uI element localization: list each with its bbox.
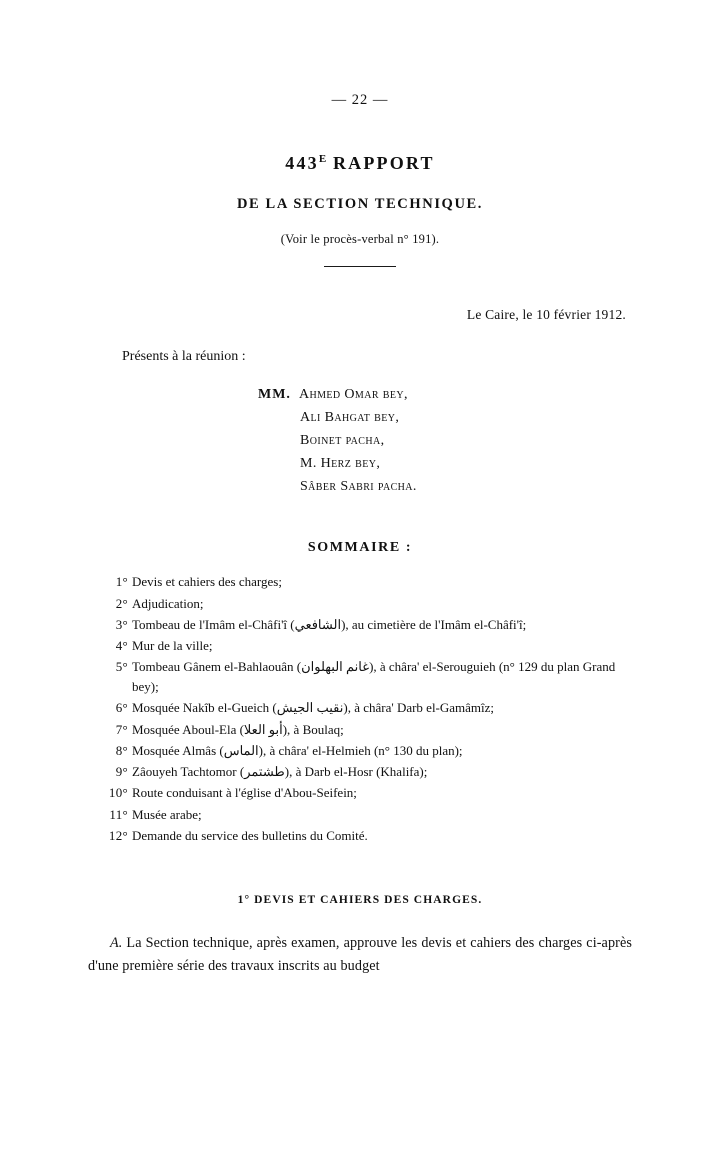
list-item (106, 636, 632, 656)
list-item-number: 7° (115, 721, 128, 737)
body-paragraph (88, 932, 632, 978)
list-item-number: 1° (115, 574, 128, 590)
summary-heading: SOMMAIRE : (307, 540, 413, 556)
list-item (106, 594, 632, 614)
divider-rule (324, 266, 396, 267)
list-item-number: 5° (115, 659, 128, 675)
list-item (258, 452, 632, 475)
section-heading: 1° DEVIS ET CAHIERS DES CHARGES. (237, 893, 483, 906)
attendee-prefix: MM. (258, 387, 291, 402)
list-item (106, 762, 632, 782)
list-item (106, 826, 632, 846)
attendee-name: Boinet pacha, (300, 433, 385, 449)
list-item-number: 6° (115, 700, 128, 716)
list-item-label: Zâouyeh Tachtomor (طشتمر), à Darb el-Hosr (Khalifa); (132, 764, 428, 780)
list-item-label: Mosquée Nakîb el-Gueich (نقيب الجيش), à châra' Darb el-Gamâmîz; (132, 700, 495, 716)
summary-list (88, 572, 632, 845)
list-item-number: 10° (108, 785, 128, 801)
report-number: 443 (285, 153, 319, 173)
attendee-name: Ahmed Omar bey, (298, 387, 408, 402)
list-item-label: Mur de la ville; (132, 638, 213, 654)
attendee-list (88, 383, 632, 498)
paragraph-text: La Section technique, après examen, approuve les devis et cahiers des charges ci-après d'une première série des travaux inscrits au budget (88, 934, 632, 974)
list-item-label: Tombeau Gânem el-Bahlaouân (غانم البهلوان), à châra' el-Serouguieh (n° 129 du plan Grand bey); (132, 659, 616, 695)
list-item-number: 3° (115, 616, 128, 632)
list-item (258, 475, 632, 498)
list-item-label: Devis et cahiers des charges; (132, 574, 282, 590)
list-item-label: Mosquée Aboul-Ela (أبو العلا), à Boulaq; (132, 721, 344, 737)
list-item-label: Mosquée Almâs (الماس), à châra' el-Helmieh (n° 130 du plan); (132, 742, 463, 758)
list-item-label: Route conduisant à l'église d'Abou-Seifein; (132, 785, 357, 801)
list-item-number: 9° (115, 764, 128, 780)
list-item (106, 783, 632, 803)
page-number: — 22 — (331, 92, 389, 108)
list-item (106, 741, 632, 761)
list-item-number: 11° (109, 806, 128, 822)
list-item-label: Tombeau de l'Imâm el-Châfi'î (الشافعي), au cimetière de l'Imâm el-Châfi'î; (132, 616, 527, 632)
document-page (0, 92, 720, 1174)
list-item-number: 8° (115, 742, 128, 758)
list-item (106, 805, 632, 825)
list-item-number: 12° (108, 827, 128, 843)
list-item-label: Demande du service des bulletins du Comité. (132, 827, 368, 843)
attendee-name: Ali Bahgat bey, (300, 410, 400, 426)
list-item (258, 406, 632, 429)
attendance-label: Présents à la réunion : (122, 349, 246, 364)
list-item-label: Adjudication; (132, 595, 204, 611)
list-item-label: Musée arabe; (132, 806, 202, 822)
list-item (106, 615, 632, 635)
list-item (258, 383, 632, 406)
report-subtitle: DE LA SECTION TECHNIQUE. (236, 196, 484, 212)
dateline: Le Caire, le 10 février 1912. (466, 307, 626, 322)
list-item (258, 429, 632, 452)
paragraph-lead: A. (110, 934, 123, 951)
attendee-name: Sâber Sabri pacha. (300, 479, 417, 495)
attendee-name: M. Herz bey, (300, 456, 381, 472)
report-note: (Voir le procès-verbal n° 191). (280, 232, 440, 246)
list-item-number: 4° (115, 638, 128, 654)
report-word: RAPPORT (332, 153, 435, 173)
list-item (106, 657, 632, 697)
title-block (88, 153, 632, 267)
list-item-number: 2° (115, 595, 128, 611)
report-title (88, 153, 632, 174)
list-item (106, 698, 632, 718)
list-item (106, 572, 632, 592)
report-ordinal: E (318, 153, 327, 165)
list-item (106, 720, 632, 740)
